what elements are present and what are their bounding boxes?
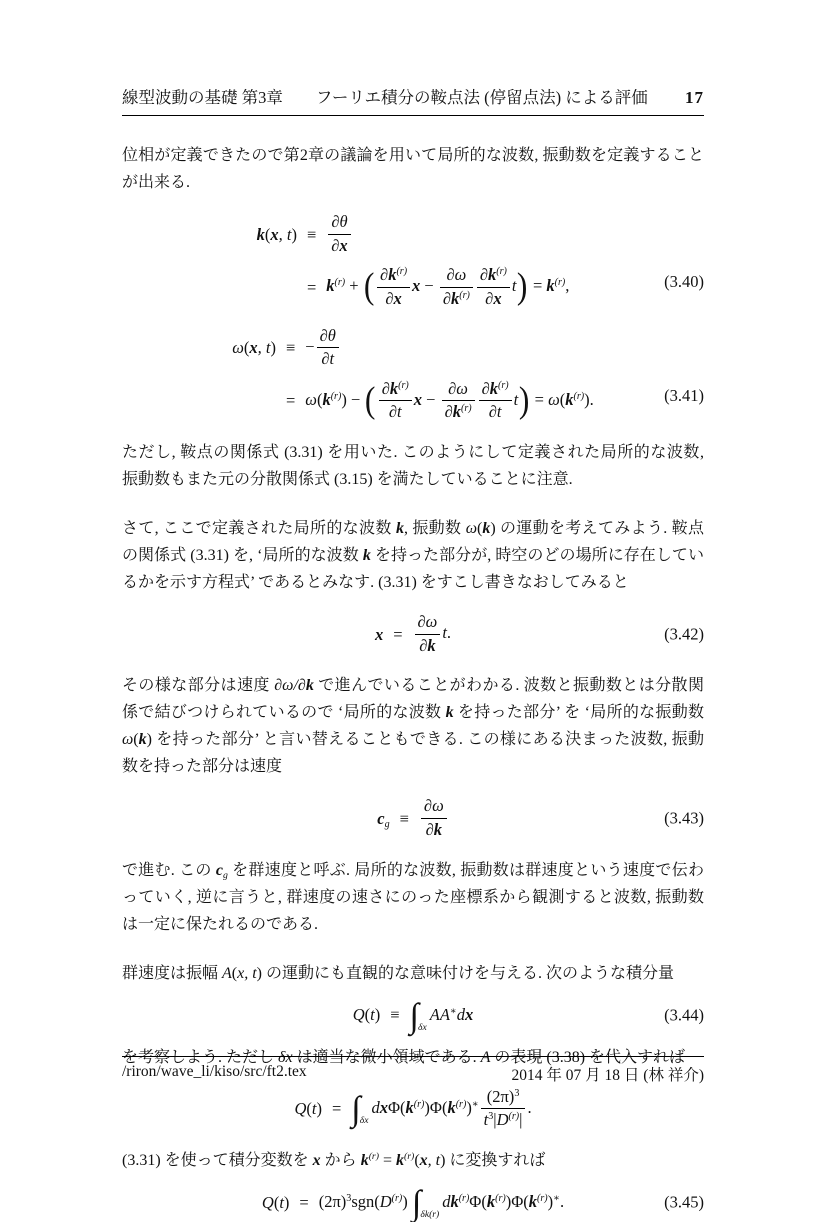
eq-rhs: $(2\pi)^3sgn(D^{(r)})$ $\int_{\delta k(r)}dk^{(r)}\Phi(k^{(r)})\Phi(k^{(r)})^∗$.: [318, 1184, 565, 1222]
paragraph-group-velocity: で進む. この $c_g$ を群速度と呼ぶ. 局所的な波数, 振動数は群速度という速度で伝わっていく, 逆に言うと, 群速度の速さにのった座標系から観測すると波数, 振動数は一定に保たれるのである.: [122, 861, 704, 933]
eq-lhs: ω(x, t): [232, 338, 276, 358]
equation-number: (3.44): [664, 1005, 704, 1025]
equation-3-44: [122, 997, 704, 1036]
eq-relation: ≡: [399, 808, 409, 828]
page-number: 17: [685, 88, 704, 107]
paragraph-amplitude: 群速度は振幅 A(x, t) の運動にも直観的な意味付けを与える. 次のような積分量: [122, 964, 675, 982]
equation-number: (3.43): [664, 808, 704, 828]
page-header: [122, 84, 704, 116]
equation-number: (3.40): [664, 272, 704, 292]
equation-Q-unnumbered: [122, 1087, 704, 1131]
eq-rhs: $\int_{\delta x}AA^∗dx$: [409, 997, 474, 1036]
eq-relation: =: [299, 1192, 309, 1212]
footer-date: 2014 年 07 月 18 日 (林 祥介): [511, 1067, 704, 1084]
equation-number: (3.42): [664, 624, 704, 644]
equation-3-41: [122, 326, 704, 424]
eq-relation: =: [285, 391, 296, 411]
eq-rhs: $\int_{\delta x}dx\Phi(k^{(r)})\Phi(k^{(r)})^∗$ $\frac{(2\pi)^3}{t^3|D^{(r)}|}$ .: [351, 1086, 532, 1130]
running-title: 線型波動の基礎 第3章 フーリエ積分の鞍点法 (停留点法) による評価: [122, 88, 648, 107]
eq-relation: ≡: [306, 224, 317, 244]
eq-rhs: − $\frac{\partial\theta}{\partial t}$: [305, 326, 341, 370]
equation-3-43: [122, 796, 704, 840]
eq-rhs: $\frac{\partial\omega}{\partial k}$ t.: [413, 612, 452, 656]
eq-rhs: $\frac{\partial\omega}{\partial k}$: [419, 796, 449, 840]
paragraph-intro: 位相が定義できたので第2章の議論を用いて局所的な波数, 振動数を定義することが出来る.: [122, 147, 704, 191]
eq-rhs: $\omega(k^{(r)})$ − ( $\frac{\partial k^{(r)}}{\partial t}$ x − $\frac{\partial\omega}{\partial k^{(r)}}$ $\frac{\partial k^{(r)}}{\partial t}$ $t) = \omega(k^{(r)})$.: [305, 378, 594, 422]
page-body: [122, 142, 704, 1222]
eq-relation: =: [393, 624, 403, 644]
eq-relation: ≡: [285, 338, 296, 358]
equation-number: (3.41): [664, 385, 704, 405]
paragraph-velocity: その様な部分は速度 ∂ω/∂k で進んでいることがわかる. 波数と振動数とは分散関係で結びつけられているので ‘局所的な波数 k を持った部分’ を ‘局所的な振動数 ω(k) を持った部分’ と言い替えることもできる. この様にある決まった波数, 振動数を持った部分は速度: [122, 677, 704, 776]
eq-relation: =: [306, 277, 317, 297]
equation-3-40: [122, 212, 704, 310]
eq-lhs: x: [374, 624, 384, 644]
equation-3-42: [122, 612, 704, 656]
eq-lhs: $c_g$: [377, 808, 390, 830]
paragraph-transform: (3.31) を使って積分変数を x から $k^{(r)} = k^{(r)}(x$, t) に変換すれば: [122, 1150, 546, 1169]
footer-file-path: /riron/wave_li/kiso/src/ft2.tex: [122, 1063, 307, 1080]
paragraph-motion: さて, ここで定義された局所的な波数 k, 振動数 ω(k) の運動を考えてみよう. 鞍点の関係式 (3.31) を, ‘局所的な波数 k を持った部分が, 時空のどの場所に存在しているかを示す方程式’ であるとみなす. (3.31) をすこし書きなおしてみると: [122, 520, 704, 591]
page-footer: [122, 1056, 704, 1085]
paragraph-consider: を考察しよう. ただし δx は適当な微小領域である. A の表現 (3.38) を代入すれば: [122, 1048, 686, 1066]
eq-rhs: $\frac{\partial\theta}{\partial x}$: [326, 212, 352, 256]
eq-relation: =: [331, 1099, 342, 1119]
equation-3-45: [122, 1184, 704, 1222]
eq-lhs: k(x, t): [256, 224, 297, 244]
eq-lhs: Q(t): [261, 1192, 290, 1212]
eq-lhs: Q(t): [294, 1099, 322, 1119]
paragraph-note: ただし, 鞍点の関係式 (3.31) を用いた. このようにして定義された局所的な波数, 振動数もまた元の分散関係式 (3.15) を満たしていることに注意.: [122, 444, 704, 488]
equation-number: (3.45): [664, 1192, 704, 1212]
eq-lhs: Q(t): [352, 1005, 381, 1025]
eq-relation: ≡: [390, 1005, 400, 1025]
eq-rhs: $k^{(r)}$ + ( $\frac{\partial k^{(r)}}{\partial x}$ x − $\frac{\partial\omega}{\partial k^{(r)}}$ $\frac{\partial k^{(r)}}{\partial x}$ $t) = k^{(r)}$,: [326, 265, 570, 308]
